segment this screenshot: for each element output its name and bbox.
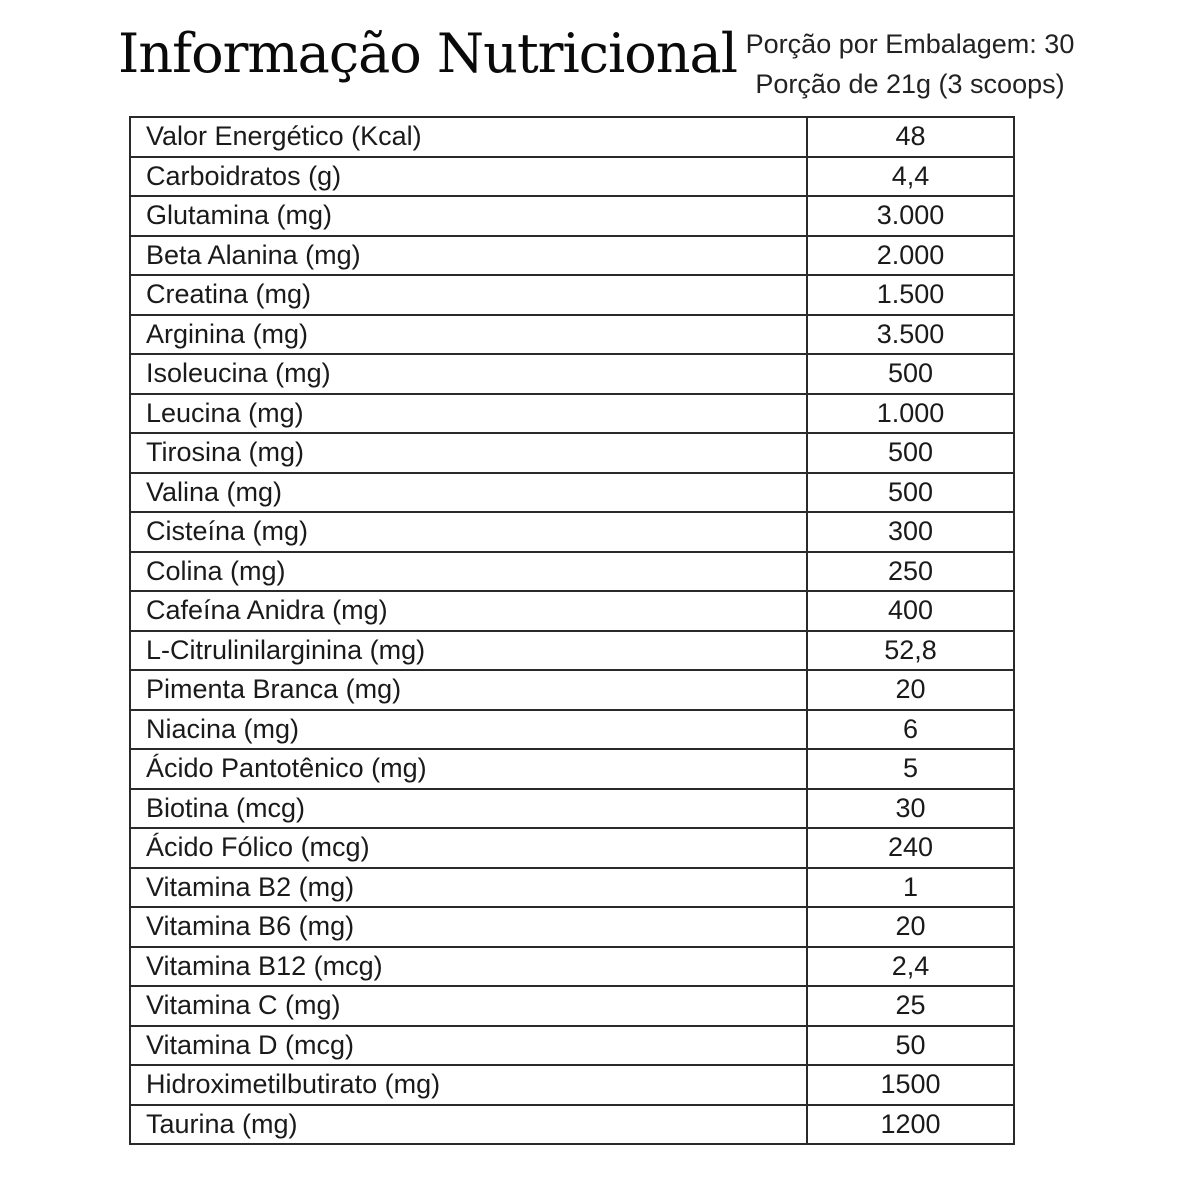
nutrient-value: 1500	[807, 1065, 1014, 1105]
nutrient-name: Pimenta Branca (mg)	[130, 670, 807, 710]
nutrient-name: Glutamina (mg)	[130, 196, 807, 236]
table-row	[130, 315, 1014, 355]
nutrient-value: 1200	[807, 1105, 1014, 1145]
table-row	[130, 552, 1014, 592]
nutrient-value: 48	[807, 117, 1014, 157]
nutrient-name: Arginina (mg)	[130, 315, 807, 355]
nutrient-name: Valor Energético (Kcal)	[130, 117, 807, 157]
nutrient-value: 1	[807, 868, 1014, 908]
nutrient-name: Tirosina (mg)	[130, 433, 807, 473]
nutrient-name: Taurina (mg)	[130, 1105, 807, 1145]
nutrient-name: Colina (mg)	[130, 552, 807, 592]
table-row	[130, 433, 1014, 473]
nutrient-value: 5	[807, 749, 1014, 789]
nutrient-value: 500	[807, 433, 1014, 473]
nutrient-value: 6	[807, 710, 1014, 750]
nutrient-name: Hidroximetilbutirato (mg)	[130, 1065, 807, 1105]
table-row	[130, 947, 1014, 987]
serving-info	[730, 24, 1090, 104]
table-row	[130, 749, 1014, 789]
nutrient-name: Biotina (mcg)	[130, 789, 807, 829]
nutrient-value: 52,8	[807, 631, 1014, 671]
nutrient-name: L-Citrulinilarginina (mg)	[130, 631, 807, 671]
nutrient-value: 400	[807, 591, 1014, 631]
nutrient-name: Ácido Fólico (mcg)	[130, 828, 807, 868]
nutrient-name: Cisteína (mg)	[130, 512, 807, 552]
table-row	[130, 473, 1014, 513]
nutrition-table	[129, 116, 1015, 1145]
table-row	[130, 670, 1014, 710]
nutrient-name: Vitamina D (mcg)	[130, 1026, 807, 1066]
nutrient-value: 50	[807, 1026, 1014, 1066]
table-row	[130, 986, 1014, 1026]
nutrient-name: Beta Alanina (mg)	[130, 236, 807, 276]
table-row	[130, 196, 1014, 236]
table-row	[130, 512, 1014, 552]
nutrient-name: Ácido Pantotênico (mg)	[130, 749, 807, 789]
nutrient-value: 30	[807, 789, 1014, 829]
table-row	[130, 354, 1014, 394]
nutrient-name: Niacina (mg)	[130, 710, 807, 750]
nutrient-name: Cafeína Anidra (mg)	[130, 591, 807, 631]
nutrient-name: Vitamina C (mg)	[130, 986, 807, 1026]
table-row	[130, 275, 1014, 315]
nutrient-value: 3.500	[807, 315, 1014, 355]
nutrient-name: Creatina (mg)	[130, 275, 807, 315]
nutrient-name: Isoleucina (mg)	[130, 354, 807, 394]
nutrient-name: Valina (mg)	[130, 473, 807, 513]
nutrient-name: Vitamina B6 (mg)	[130, 907, 807, 947]
nutrient-value: 300	[807, 512, 1014, 552]
table-row	[130, 631, 1014, 671]
nutrient-value: 250	[807, 552, 1014, 592]
nutrient-value: 1.500	[807, 275, 1014, 315]
nutrient-value: 20	[807, 670, 1014, 710]
table-row	[130, 1026, 1014, 1066]
serving-size: Porção de 21g (3 scoops)	[755, 69, 1065, 99]
nutrient-value: 500	[807, 354, 1014, 394]
nutrient-name: Vitamina B2 (mg)	[130, 868, 807, 908]
nutrition-table-body	[130, 117, 1014, 1144]
nutrient-name: Vitamina B12 (mcg)	[130, 947, 807, 987]
nutrient-value: 2.000	[807, 236, 1014, 276]
table-row	[130, 828, 1014, 868]
table-row	[130, 236, 1014, 276]
table-row	[130, 1065, 1014, 1105]
table-row	[130, 591, 1014, 631]
servings-per-package: Porção por Embalagem: 30	[745, 29, 1075, 59]
nutrient-name: Carboidratos (g)	[130, 157, 807, 197]
nutrient-value: 4,4	[807, 157, 1014, 197]
table-row	[130, 117, 1014, 157]
table-row	[130, 868, 1014, 908]
table-row	[130, 157, 1014, 197]
nutrient-value: 2,4	[807, 947, 1014, 987]
nutrient-value: 25	[807, 986, 1014, 1026]
table-row	[130, 710, 1014, 750]
table-row	[130, 1105, 1014, 1145]
nutrient-value: 240	[807, 828, 1014, 868]
nutrient-name: Leucina (mg)	[130, 394, 807, 434]
nutrient-value: 3.000	[807, 196, 1014, 236]
nutrient-value: 500	[807, 473, 1014, 513]
table-row	[130, 907, 1014, 947]
nutrient-value: 20	[807, 907, 1014, 947]
table-row	[130, 394, 1014, 434]
table-row	[130, 789, 1014, 829]
page-title: Informação Nutricional	[118, 22, 738, 85]
nutrient-value: 1.000	[807, 394, 1014, 434]
